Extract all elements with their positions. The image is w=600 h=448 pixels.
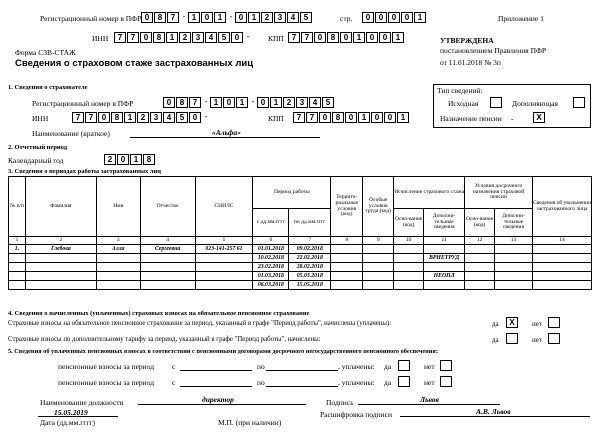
s1-name-line [130, 137, 320, 138]
kpp-digit-cell: 0 [319, 112, 331, 123]
cell-surname: Глебова [25, 245, 96, 254]
page-digit-cell: 0 [401, 12, 413, 23]
th-patronymic: Отчество [140, 177, 195, 237]
kpp-digit-cell: 1 [392, 32, 404, 43]
separator-dash: - [251, 97, 255, 106]
s5-yes-label: да [384, 378, 392, 387]
cell-to: 09.02.2018 [289, 245, 331, 254]
s4-line1-no-checkbox[interactable] [548, 317, 560, 328]
cell-territorial [331, 254, 363, 263]
cell-special [363, 272, 394, 281]
table-row [9, 245, 592, 254]
th-dismissal: Сведения об увольнении застрахованного лица [532, 177, 591, 237]
info-type-pension-checkbox[interactable]: X [533, 112, 545, 123]
cell-num [9, 263, 26, 272]
cell-territorial [331, 272, 363, 281]
th-early: Условия досрочного назначения страховой пенсии [465, 177, 533, 209]
s1-name-label: Наименование (краткое) [32, 129, 110, 138]
s5-to-line[interactable] [266, 370, 338, 371]
sign-label: Подпись [326, 398, 354, 407]
reg-digit-cell: 3 [296, 97, 308, 108]
reg-digit-cell: 8 [154, 12, 166, 23]
cell-early-extra [495, 263, 533, 272]
kpp-digit-cell: 0 [340, 32, 352, 43]
reg-digit-cell: 1 [248, 12, 260, 23]
page-title: Сведения о страховом стаже застрахованных лиц [15, 58, 254, 69]
reg-digit-cell: 1 [214, 12, 226, 23]
inn-digit-cell: 4 [163, 112, 175, 123]
column-number: 10 [394, 237, 424, 245]
separator-dash: - [229, 12, 233, 21]
cell-calc-extra [424, 281, 465, 290]
section4-title: 4. Сведения о начисленных (уплаченных) страховых взносах на обязательное пенсионное страхование [8, 310, 310, 317]
info-type-initial-label: Исходная [448, 99, 479, 108]
year-digit-cell: 0 [117, 154, 129, 165]
reg-digit-cell: 0 [223, 97, 235, 108]
cell-to: 15.05.2018 [289, 281, 331, 290]
kpp-digit-cell: 0 [371, 112, 383, 123]
th-num: № п/п [9, 177, 26, 237]
page-digit-cell: 1 [414, 12, 426, 23]
info-type-pension-label: Назначение пенсии [440, 114, 502, 123]
reg-digit-cell: 1 [270, 97, 282, 108]
cell-special [363, 281, 394, 290]
approved-label: УТВЕРЖДЕНА [440, 36, 494, 45]
position-value: директор [202, 395, 234, 404]
reg-digit-cell: 8 [176, 97, 188, 108]
inn-digit-cell: 4 [205, 32, 217, 43]
reg-digit-cell: 0 [257, 97, 269, 108]
table-row [9, 254, 592, 263]
cell-to: 05.03.2018 [289, 272, 331, 281]
cell-patronymic [140, 272, 195, 281]
cell-patronymic [140, 263, 195, 272]
s5-to-line[interactable] [266, 386, 338, 387]
reg-digit-cell: 0 [235, 12, 247, 23]
stamp-label: М.П. (при наличии) [218, 418, 282, 427]
cell-early-base [465, 245, 495, 254]
column-number: 4 [140, 237, 195, 245]
info-type-initial-checkbox[interactable] [490, 97, 502, 108]
sign-line [358, 404, 500, 405]
s1-inn [72, 112, 210, 123]
s4-line1-yes-checkbox[interactable]: X [506, 317, 518, 328]
header-kpp-label: КПП [268, 34, 284, 43]
cell-snils [195, 254, 253, 263]
inn-digit-cell: 7 [85, 112, 97, 123]
header-inn [114, 32, 252, 43]
kpp-digit-cell: 1 [358, 112, 370, 123]
cell-snils: 023-141-257 61 [195, 245, 253, 254]
cell-dismissal [532, 254, 591, 263]
s5-no-label: нет [424, 362, 435, 371]
form-name: Форма СЗВ-СТАЖ [15, 48, 76, 57]
cell-name [96, 263, 140, 272]
cell-calc-base [394, 254, 424, 263]
reg-digit-cell: 4 [309, 97, 321, 108]
reg-digit-cell: 5 [322, 97, 334, 108]
cell-patronymic [140, 254, 195, 263]
table-row [9, 263, 592, 272]
date-value: 15.05.2019 [54, 408, 88, 417]
s5-to-label: по [257, 362, 265, 371]
page-digit-cell: 0 [375, 12, 387, 23]
th-name: Имя [96, 177, 140, 237]
separator-dash: - [246, 32, 250, 41]
column-number: 8 [331, 237, 363, 245]
year-digit-cell: 2 [104, 154, 116, 165]
cell-special [363, 254, 394, 263]
inn-digit-cell: 3 [192, 32, 204, 43]
inn-digit-cell: 7 [114, 32, 126, 43]
kpp-digit-cell: 8 [327, 32, 339, 43]
reg-digit-cell: 1 [188, 12, 200, 23]
column-number: 1 [9, 237, 26, 245]
inn-digit-cell: 8 [153, 32, 165, 43]
cell-snils [195, 272, 253, 281]
cell-territorial [331, 263, 363, 272]
cell-calc-base [394, 272, 424, 281]
cell-num: 1. [9, 245, 26, 254]
column-number: 13 [495, 237, 533, 245]
cell-territorial [331, 245, 363, 254]
header-page-label: стр. [340, 14, 353, 23]
reg-digit-cell: 4 [287, 12, 299, 23]
page-digit-cell: 0 [388, 12, 400, 23]
cell-name [96, 272, 140, 281]
th-surname: Фамилия [25, 177, 96, 237]
table-row [9, 281, 592, 290]
info-type-title: Тип сведений: [437, 86, 483, 95]
cell-surname [25, 281, 96, 290]
th-calc-base: Осно-вание (код) [394, 209, 424, 237]
decode-label: Расшифровка подписи [320, 410, 392, 419]
kpp-digit-cell: 7 [288, 32, 300, 43]
column-number: 7 [289, 237, 331, 245]
cell-surname [25, 254, 96, 263]
info-type-additional-checkbox[interactable] [573, 97, 585, 108]
s1-reg-label: Регистрационный номер в ПФР [32, 99, 134, 108]
inn-digit-cell: 3 [150, 112, 162, 123]
s4-line1-no-label: нет [532, 320, 542, 328]
inn-digit-cell: 1 [124, 112, 136, 123]
column-number: 6 [253, 237, 289, 245]
reg-digit-cell: 7 [167, 12, 179, 23]
s5-paid-suffix: , уплачены: [338, 378, 375, 387]
s5-yes-checkbox[interactable] [398, 360, 410, 371]
cell-snils [195, 263, 253, 272]
th-early-base: Осно-вание (код) [465, 209, 495, 237]
inn-digit-cell: 8 [111, 112, 123, 123]
sign-value: Львов [420, 395, 439, 404]
column-number: 9 [363, 237, 394, 245]
date-line [38, 416, 118, 417]
approved-date: от 11.01.2018 № 3п [440, 58, 501, 67]
s4-line1-yes-label: да [492, 320, 499, 328]
s4-line2-yes-label: да [492, 336, 499, 344]
cell-early-extra [495, 272, 533, 281]
kpp-digit-cell: 0 [384, 112, 396, 123]
cell-special [363, 245, 394, 254]
inn-digit-cell: 0 [231, 32, 243, 43]
th-period: Период работы [253, 177, 331, 209]
cell-calc-extra: НЕОПЛ [424, 272, 465, 281]
s1-kpp-label: КПП [268, 114, 284, 123]
inn-digit-cell: 5 [218, 32, 230, 43]
separator-dash: - [182, 12, 186, 21]
page-digit-cell: 0 [362, 12, 374, 23]
cell-calc-extra [424, 263, 465, 272]
cell-early-base [465, 263, 495, 272]
cell-from: 23.02.2018 [253, 263, 289, 272]
kpp-digit-cell: 8 [332, 112, 344, 123]
cell-territorial [331, 281, 363, 290]
info-type-additional-label: Дополняющая [512, 99, 558, 108]
cell-num [9, 281, 26, 290]
cell-num [9, 254, 26, 263]
cell-from: 01.03.2018 [253, 272, 289, 281]
cell-name: Алла [96, 245, 140, 254]
kpp-digit-cell: 7 [306, 112, 318, 123]
position-line [138, 404, 306, 405]
kpp-digit-cell: 0 [379, 32, 391, 43]
kpp-digit-cell: 0 [314, 32, 326, 43]
s5-paid-label: пенсионные взносы за период [58, 378, 155, 387]
inn-digit-cell: 0 [189, 112, 201, 123]
s4-line2-no-label: нет [532, 336, 542, 344]
s5-from-line[interactable] [180, 370, 252, 371]
cell-to: 22.02.2018 [289, 254, 331, 263]
reg-digit-cell: 2 [261, 12, 273, 23]
s1-inn-label: ИНН [32, 114, 49, 123]
column-number: 11 [424, 237, 465, 245]
header-inn-label: ИНН [92, 34, 109, 43]
reg-digit-cell: 0 [163, 97, 175, 108]
kpp-digit-cell: 1 [397, 112, 409, 123]
cell-calc-base [394, 245, 424, 254]
cell-snils [195, 281, 253, 290]
s5-paid-suffix: , уплачены: [338, 362, 375, 371]
th-calc: Исчисление страхового стажа [394, 177, 465, 209]
s1-name-value: «Альфа» [212, 128, 241, 137]
s5-no-checkbox[interactable] [440, 360, 452, 371]
cell-calc-extra: ВРНЕТРУД [424, 254, 465, 263]
position-label: Наименование должности [40, 398, 124, 407]
inn-digit-cell: 1 [166, 32, 178, 43]
s2-year [104, 154, 156, 165]
section2-title: 2. Отчетный период [8, 144, 68, 151]
separator-dash: - [204, 112, 208, 121]
appendix-label: Приложение 1 [498, 14, 544, 23]
column-number: 12 [465, 237, 495, 245]
cell-special [363, 263, 394, 272]
th-calc-extra: Дополни-тельные сведения [424, 209, 465, 237]
section3-title: 3. Сведения о периодах работы застрахованных лиц [8, 168, 162, 175]
decode-line [400, 416, 590, 417]
reg-digit-cell: 1 [236, 97, 248, 108]
cell-early-extra [495, 245, 533, 254]
s5-no-label: нет [424, 378, 435, 387]
cell-early-base [465, 272, 495, 281]
column-number: 3 [96, 237, 140, 245]
inn-digit-cell: 0 [140, 32, 152, 43]
kpp-digit-cell: 1 [353, 32, 365, 43]
th-from: с дд.мм.гггг [253, 209, 289, 237]
cell-to: 28.02.2018 [289, 263, 331, 272]
reg-digit-cell: 5 [300, 12, 312, 23]
decode-value: А.В. Львов [476, 407, 511, 416]
header-kpp [288, 32, 405, 43]
kpp-digit-cell: 7 [293, 112, 305, 123]
kpp-digit-cell: 7 [301, 32, 313, 43]
th-early-extra: Дополни-тельные сведения [495, 209, 533, 237]
cell-early-base [465, 254, 495, 263]
approved-by: постановлением Правления ПФР [440, 46, 547, 55]
year-digit-cell: 1 [130, 154, 142, 165]
table-row [9, 272, 592, 281]
s4-line2-no-checkbox[interactable] [548, 333, 560, 344]
inn-digit-cell: 7 [127, 32, 139, 43]
inn-digit-cell: 2 [137, 112, 149, 123]
s5-from-label: с [172, 362, 176, 371]
s5-yes-checkbox[interactable] [398, 376, 410, 387]
cell-name [96, 281, 140, 290]
reg-digit-cell: 0 [201, 12, 213, 23]
cell-patronymic: Сергеевна [140, 245, 195, 254]
s4-line2: Страховые взносы по дополнительному тарифу за период, указанный в графе "Период работы", начислены: [8, 336, 321, 343]
year-digit-cell: 8 [143, 154, 155, 165]
cell-surname [25, 263, 96, 272]
s5-from-label: с [172, 378, 176, 387]
th-special: Особые условия труда (код) [363, 177, 394, 237]
cell-dismissal [532, 245, 591, 254]
cell-dismissal [532, 263, 591, 272]
s2-year-label: Календарный год [8, 156, 64, 165]
section5-title: 5. Сведения об уплаченных пенсионных взносах в соответствии с пенсионными договорами досрочного негосударственного пенсионного обеспечения: [8, 348, 438, 355]
column-numbers-row [9, 237, 592, 245]
reg-digit-cell: 0 [141, 12, 153, 23]
s5-from-line[interactable] [180, 386, 252, 387]
inn-digit-cell: 5 [176, 112, 188, 123]
cell-name [96, 254, 140, 263]
s1-kpp [293, 112, 410, 123]
s4-line1: Страховые взносы на обязательное пенсионное страхование за период, указанный в графе "Период работы", начислены (уплачены): [8, 320, 392, 327]
cell-surname [25, 272, 96, 281]
header-page-number [362, 12, 427, 23]
cell-early-base [465, 281, 495, 290]
s5-paid-label: пенсионные взносы за период [58, 362, 155, 371]
inn-digit-cell: 7 [72, 112, 84, 123]
column-number: 5 [195, 237, 253, 245]
cell-from: 06.03.2018 [253, 281, 289, 290]
reg-digit-cell: 2 [283, 97, 295, 108]
s5-no-checkbox[interactable] [440, 376, 452, 387]
work-periods-table [8, 176, 592, 290]
cell-from: 01.01.2018 [253, 245, 289, 254]
date-label: Дата (дд.мм.гггг) [40, 418, 95, 427]
reg-digit-cell: 7 [189, 97, 201, 108]
cell-early-extra [495, 281, 533, 290]
th-snils: СНИЛС [195, 177, 253, 237]
inn-digit-cell: 2 [179, 32, 191, 43]
kpp-digit-cell: 0 [366, 32, 378, 43]
header-reg-label: Регистрационный номер в ПФР [40, 14, 142, 23]
inn-digit-cell: 0 [98, 112, 110, 123]
s1-reg-number [163, 97, 335, 108]
s4-line2-yes-checkbox[interactable] [506, 333, 518, 344]
th-territorial: Террито-риальные условия (код) [331, 177, 363, 237]
kpp-digit-cell: 0 [345, 112, 357, 123]
separator-dash: - [204, 97, 208, 106]
th-to: по дд.мм.гггг [289, 209, 331, 237]
reg-digit-cell: 1 [210, 97, 222, 108]
cell-dismissal [532, 281, 591, 290]
section1-title: 1. Сведения о страхователе [8, 84, 88, 91]
header-reg-number [141, 12, 313, 23]
cell-early-extra [495, 254, 533, 263]
s5-to-label: по [257, 378, 265, 387]
column-number: 14 [532, 237, 591, 245]
cell-patronymic [140, 281, 195, 290]
cell-calc-base [394, 281, 424, 290]
cell-calc-extra [424, 245, 465, 254]
column-number: 2 [25, 237, 96, 245]
cell-from: 10.02.2018 [253, 254, 289, 263]
reg-digit-cell: 3 [274, 12, 286, 23]
cell-calc-base [394, 263, 424, 272]
s5-yes-label: да [384, 362, 392, 371]
cell-dismissal [532, 272, 591, 281]
cell-num [9, 272, 26, 281]
